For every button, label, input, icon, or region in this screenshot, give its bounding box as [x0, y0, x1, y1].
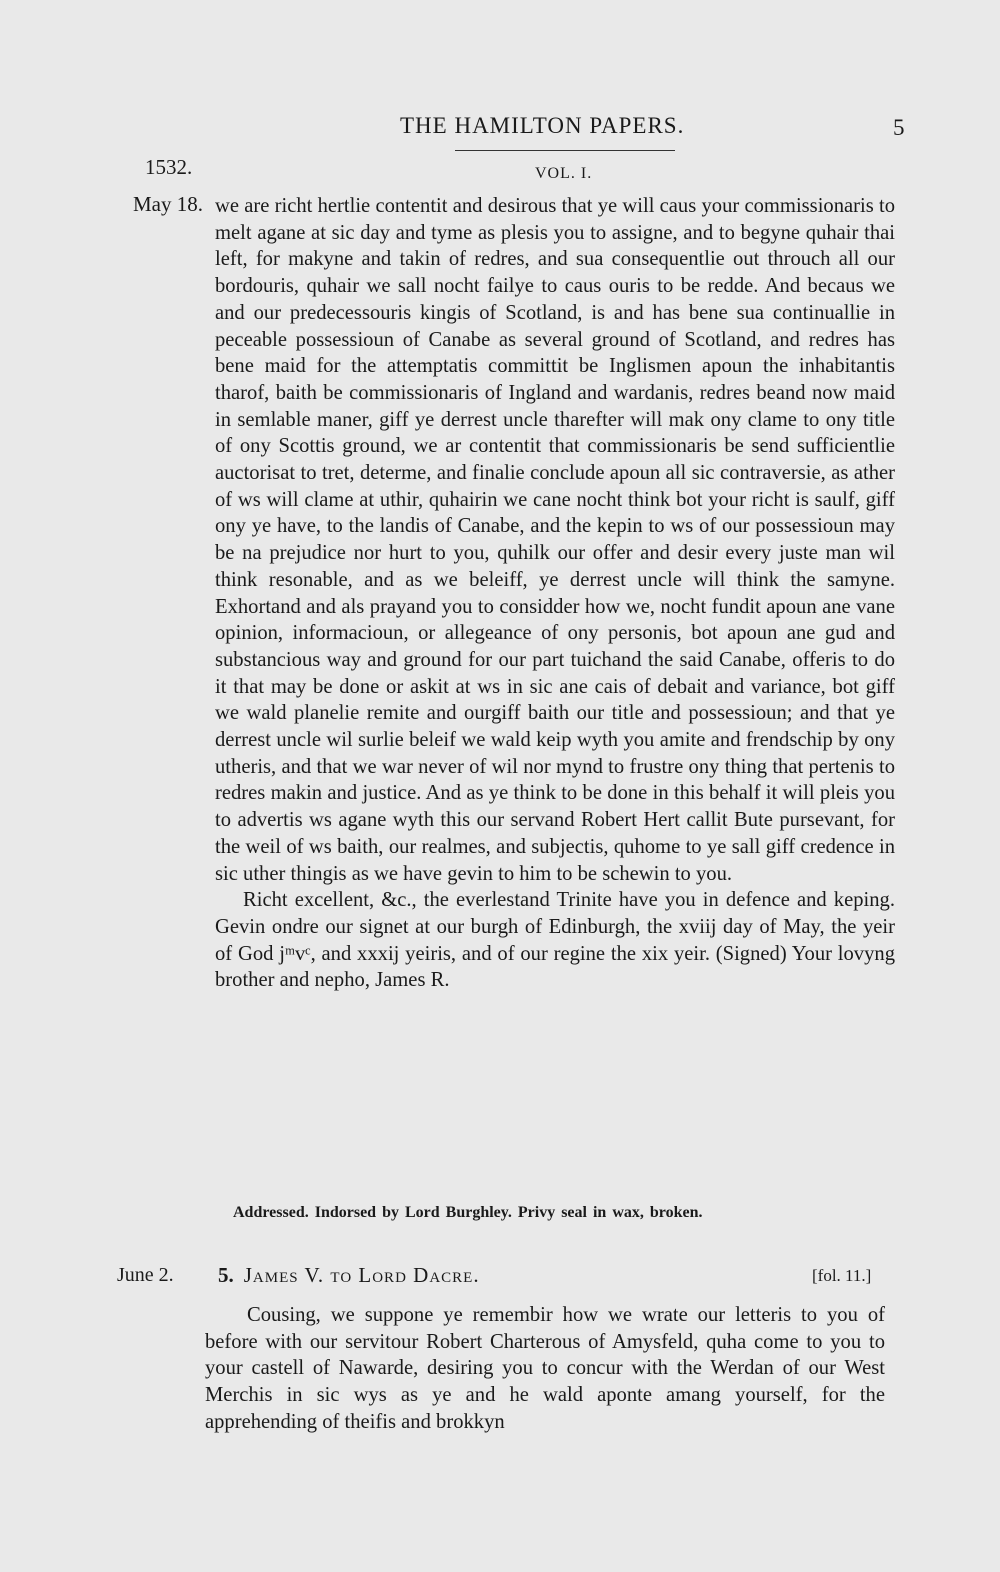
letter-body-2: [205, 1302, 885, 1436]
letter-paragraph: Cousing, we suppone ye remembir how we wrate our letteris to you of before with our servitour Robert Charterous of Amysfeld, quha come to you to your castell of Nawarde, desiring you to concur with the Werdan of our West Merchis in sic wys as ye and he wald aponte amang yourself, for the apprehending of theifis and brokkyn: [205, 1304, 885, 1433]
letter-paragraph: we are richt hertlie contentit and desirous that ye will caus your commissionaris to melt agane at sic day and tyme as plesis you to assigne, and to begyne quhair thai left, for makyne and takin of redres, and sua consequentlie out throuch all our bordouris, quhair we sall nocht failye to caus ouris to be redde. And becaus we and our predecessouris kingis of Scotland, is and has bene sua continuallie in peceable possessioun of Canabe as several ground of Scotland, and redres has bene maid for the attemptatis committit be Inglismen apoun the inhabitantis tharof, baith be commissionaris of Ingland and wardanis, redres beand now maid in semlable maner, giff ye derrest uncle tharefter will mak ony clame to ony title of ony Scottis ground, we ar contentit that commissionaris be send sufficientlie auctorisat to tret, determe, and finalie conclude apoun all sic contraversie, as ather of ws will clame at uthir, quhairin we cane nocht think bot your richt is saulf, giff ony ye have, to the landis of Canabe, and the kepin to ws of our possessioun may be na prejudice nor hurt to you, quhilk our offer and desir every juste man wil think resonable, and as we beleiff, ye derrest uncle will think the samyne. Exhortand and als prayand you to considder how we, nocht fundit apoun ane vane opinion, informacioun, or allegeance of ony personis, bot apoun ane gud and substancious way and ground for our part tuichand the said Canabe, offeris to do it that may be done or askit at ws in sic ane cais of debait and variance, bot giff we wald planelie remite and ourgiff baith our title and possessioun; and that ye derrest uncle wil surlie beleif we wald keip wyth you amite and frendschip by ony utheris, and that we war never of wil nor mynd to frustre ony thing that pertenis to redres makin and justice. And as ye think to be done in this behalf it will pleis you to advertis ws agane wyth this our servand Robert Hert callit Bute pursevant, for the weil of ws baith, our realmes, and subjectis, quhome to ye sall giff credence in sic uther thingis as we have gevin to him to be schewin to you.: [215, 195, 895, 885]
document-title: James V. to Lord Dacre.: [243, 1263, 480, 1287]
letter-paragraph: Richt excellent, &c., the everlestand Trinite have you in defence and keping. Gevin ondre our signet at our burgh of Edinburgh, the xviij day of May, the yeir of God jᵐvᶜ, and xxxij yeiris, and of our regine the xix yeir. (Signed) Your lovyng brother and nepho, James R.: [215, 889, 895, 992]
document-number: 5.: [218, 1263, 234, 1287]
running-header-title: THE HAMILTON PAPERS.: [400, 113, 685, 138]
header-rule: [455, 150, 675, 151]
letter-body-1: [215, 193, 895, 994]
margin-year: 1532.: [145, 155, 193, 179]
page-number: 5: [893, 115, 905, 140]
document-heading: [218, 1263, 480, 1288]
margin-date-june: June 2.: [117, 1264, 174, 1286]
endorsement-note: Addressed. Indorsed by Lord Burghley. Privy seal in wax, broken.: [233, 1204, 703, 1221]
folio-reference: [fol. 11.]: [812, 1266, 872, 1285]
volume-label: VOL. I.: [535, 165, 593, 182]
margin-date-may: May 18.: [133, 192, 203, 216]
